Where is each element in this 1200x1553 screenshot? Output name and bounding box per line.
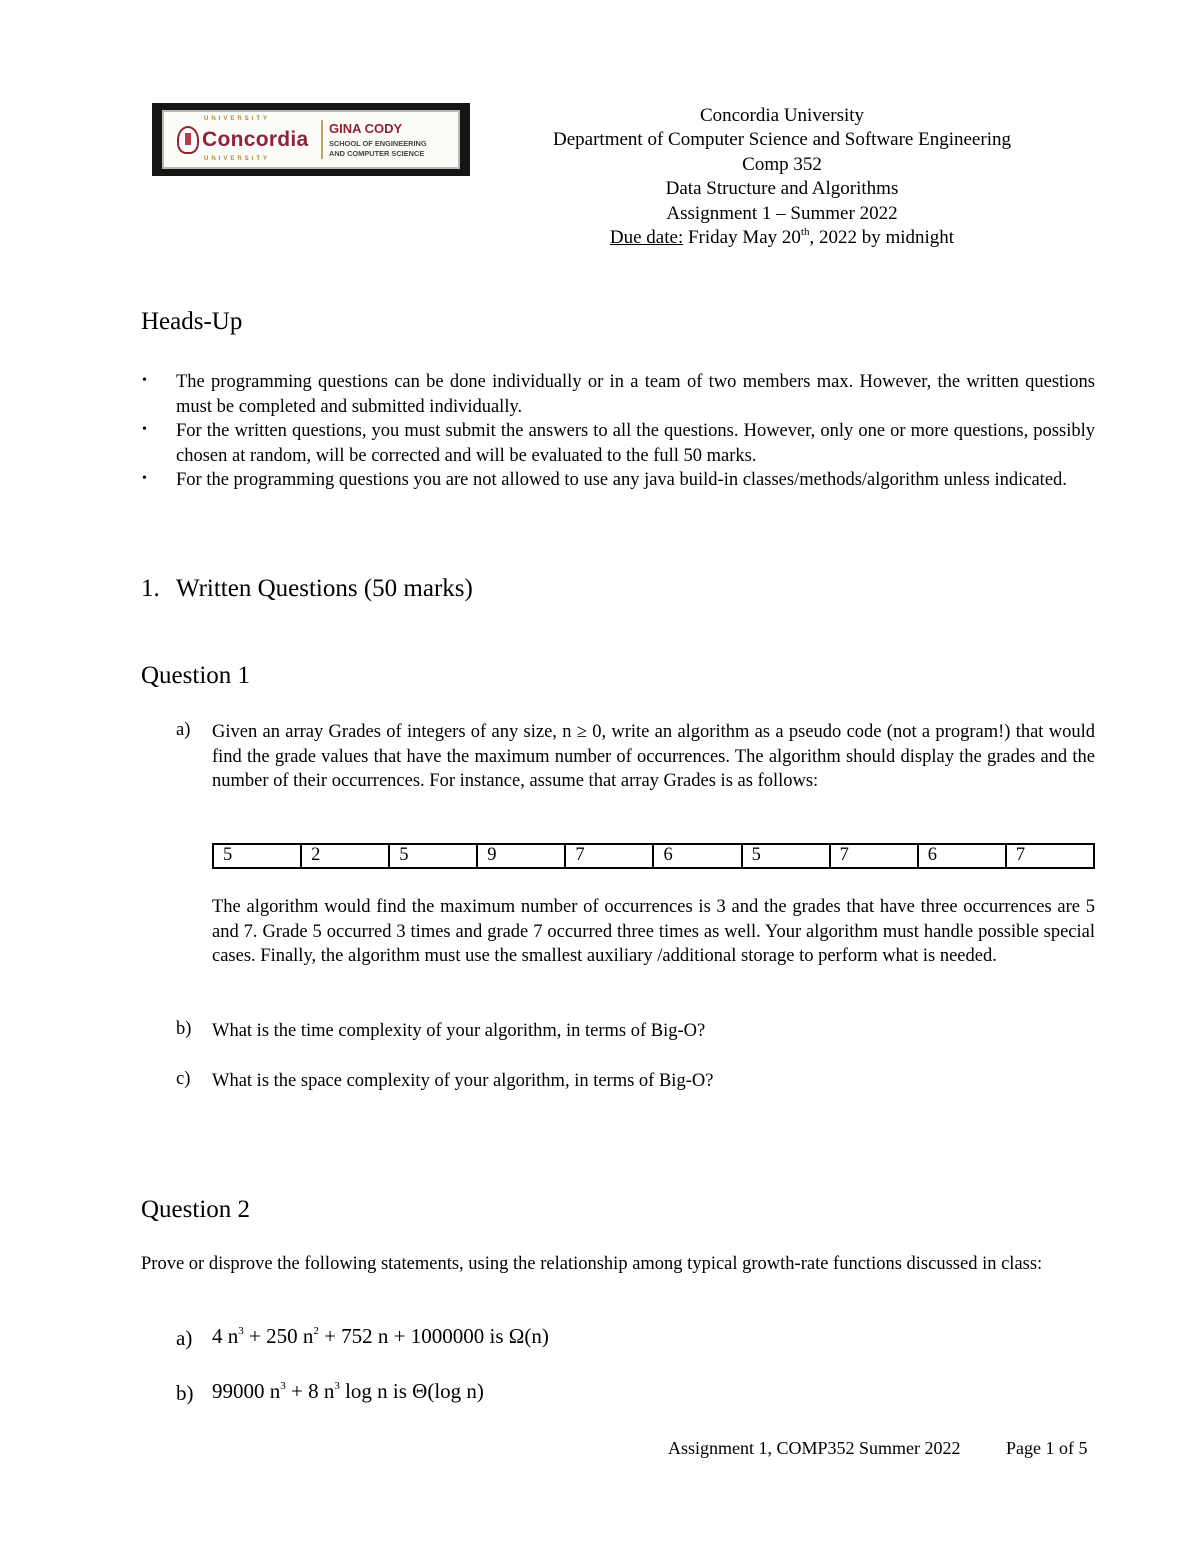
grade-cell: 5 bbox=[742, 844, 830, 868]
bullet-icon: • bbox=[142, 471, 147, 486]
heads-up-item-3: For the programming questions you are not allowed to use any java build-in classes/methods/algorithm unless indicated. bbox=[176, 470, 1067, 490]
due-date-label: Due date: bbox=[609, 227, 684, 248]
q2-a-part: + 752 n + 1000000 is Ω(n) bbox=[318, 1324, 549, 1348]
q2-b-part: + 8 n bbox=[285, 1379, 335, 1403]
q2-a-expression bbox=[212, 1324, 549, 1349]
grade-cell: 7 bbox=[830, 844, 918, 868]
q1-c-text: What is the space complexity of your algorithm, in terms of Big-O? bbox=[212, 1071, 714, 1091]
q2-b-marker: b) bbox=[176, 1381, 194, 1405]
question-1-title: Question 1 bbox=[141, 662, 251, 689]
section-1-number: 1. bbox=[141, 575, 160, 602]
logo-divider bbox=[321, 120, 323, 159]
footer-left: Assignment 1, COMP352 Summer 2022 bbox=[668, 1438, 961, 1458]
header-assignment: Assignment 1 – Summer 2022 bbox=[666, 203, 898, 224]
section-1-title: Written Questions (50 marks) bbox=[176, 575, 473, 602]
header-department: Department of Computer Science and Software Engineering bbox=[553, 129, 1011, 150]
table-row bbox=[213, 844, 1094, 868]
due-date-sup: th bbox=[800, 225, 810, 238]
q1-c-marker: c) bbox=[176, 1069, 191, 1089]
due-date-text-a: Friday May 20 bbox=[683, 227, 801, 248]
logo-university-top: UNIVERSITY bbox=[204, 116, 271, 122]
grades-table bbox=[212, 843, 1095, 869]
heads-up-title: Heads-Up bbox=[141, 308, 243, 335]
q1-a-marker: a) bbox=[176, 720, 191, 740]
q1-b-marker: b) bbox=[176, 1019, 192, 1039]
question-2-title: Question 2 bbox=[141, 1196, 251, 1223]
header-course-name: Data Structure and Algorithms bbox=[665, 178, 899, 199]
grade-cell: 5 bbox=[389, 844, 477, 868]
header-university: Concordia University bbox=[699, 105, 865, 126]
q2-a-marker: a) bbox=[176, 1326, 193, 1350]
logo-school-title: GINA CODY bbox=[329, 121, 403, 136]
logo-wordmark: Concordia bbox=[202, 128, 309, 151]
bullet-icon: • bbox=[142, 422, 147, 437]
grade-cell: 7 bbox=[1006, 844, 1094, 868]
q2-b-exponent: 3 bbox=[280, 1380, 286, 1392]
q2-b-exponent: 3 bbox=[334, 1380, 340, 1392]
logo-school-line2: AND COMPUTER SCIENCE bbox=[329, 149, 425, 158]
grade-cell: 2 bbox=[301, 844, 389, 868]
q1-a-text: Given an array Grades of integers of any size, n ≥ 0, write an algorithm as a pseudo code (not a program!) that would find the grade values that have the maximum number of occurrences. The algorithm should display the grades and the number of their occurrences. For instance, assume that array Grades is as follows: bbox=[212, 722, 1095, 792]
q2-a-part: 4 n bbox=[212, 1324, 239, 1348]
concordia-logo bbox=[152, 103, 470, 176]
q2-b-expression bbox=[212, 1379, 484, 1404]
q2-a-exponent: 3 bbox=[238, 1325, 244, 1337]
q1-b-text: What is the time complexity of your algorithm, in terms of Big-O? bbox=[212, 1021, 706, 1041]
heads-up-item-1: The programming questions can be done individually or in a team of two members max. However, the written questions must be completed and submitted individually. bbox=[176, 372, 1095, 417]
grade-cell: 6 bbox=[653, 844, 741, 868]
header-course-code: Comp 352 bbox=[742, 154, 822, 175]
footer-page-number: Page 1 of 5 bbox=[1006, 1438, 1088, 1458]
grade-cell: 6 bbox=[918, 844, 1006, 868]
concordia-seal-icon bbox=[177, 126, 199, 154]
q2-b-part: log n is Θ(log n) bbox=[339, 1379, 484, 1403]
q2-b-part: 99000 n bbox=[212, 1379, 281, 1403]
grade-cell: 9 bbox=[477, 844, 565, 868]
q2-a-exponent: 2 bbox=[313, 1325, 319, 1337]
header-due-date bbox=[452, 226, 1112, 250]
grade-cell: 5 bbox=[213, 844, 301, 868]
grade-cell: 7 bbox=[565, 844, 653, 868]
logo-university-bottom: UNIVERSITY bbox=[204, 156, 271, 162]
due-date-text-b: , 2022 by midnight bbox=[809, 227, 955, 248]
logo-school-line1: SCHOOL OF ENGINEERING bbox=[329, 139, 427, 148]
q1-a-followup: The algorithm would find the maximum number of occurrences is 3 and the grades that have three occurrences are 5 and 7. Grade 5 occurred 3 times and grade 7 occurred three times as well. Your algorithm must handle possible special cases. Finally, the algorithm must use the smallest auxiliary /additional storage to perform what is needed. bbox=[212, 897, 1095, 967]
q2-a-part: + 250 n bbox=[243, 1324, 314, 1348]
q2-intro: Prove or disprove the following statements, using the relationship among typical growth-rate functions discussed in class: bbox=[141, 1254, 1043, 1274]
bullet-icon: • bbox=[142, 373, 147, 388]
heads-up-item-2: For the written questions, you must submit the answers to all the questions. However, only one or more questions, possibly chosen at random, will be corrected and will be evaluated to the full 50 marks. bbox=[176, 421, 1095, 466]
